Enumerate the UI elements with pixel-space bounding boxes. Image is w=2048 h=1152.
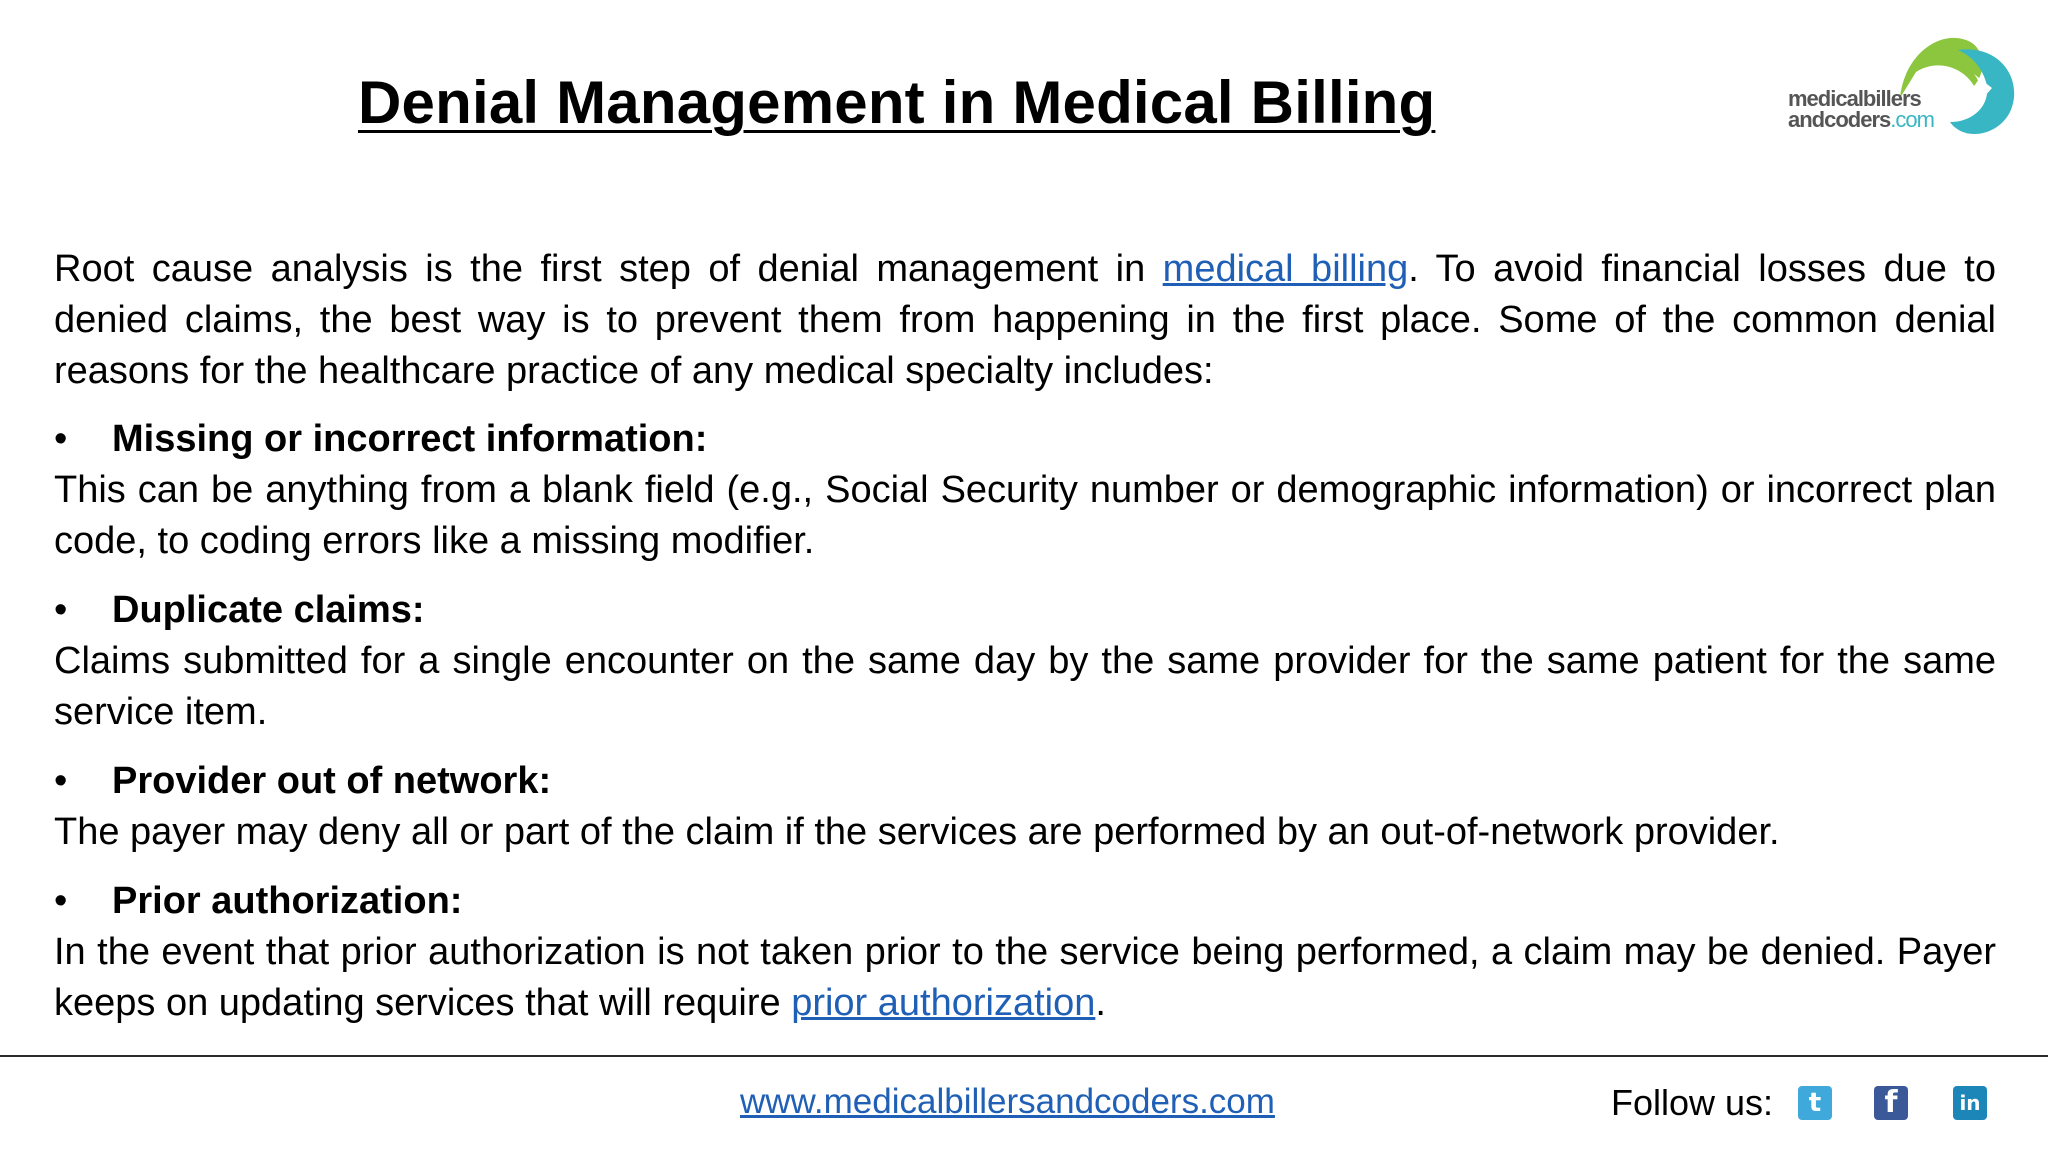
intro-text-after: . To avoid financial losses due to denied claims, the best way is to prevent them from happening in the first place. Some of the common denial reasons for the healthcare practice of any medical specialty includes:	[54, 248, 1996, 392]
intro-paragraph	[54, 244, 1996, 397]
medical-billing-link[interactable]: medical billing	[1162, 248, 1409, 290]
twitter-icon[interactable]: t	[1798, 1086, 1832, 1120]
linkedin-icon[interactable]: in	[1953, 1086, 1987, 1120]
section-heading	[54, 876, 1996, 927]
bullet-icon: •	[54, 418, 68, 460]
logo-wordmark	[1788, 88, 1934, 130]
logo-line-2: andcoders	[1788, 107, 1891, 132]
heading-text: Duplicate claims:	[112, 589, 425, 631]
section-text-before: In the event that prior authorization is not taken prior to the service being performed, a claim may be denied. Payer keeps on updating services that will require	[54, 931, 1996, 1024]
section-text: The payer may deny all or part of the claim if the services are performed by an out-of-network provider.	[54, 811, 1780, 853]
heading-text: Missing or incorrect information:	[112, 418, 708, 460]
footer-divider	[0, 1055, 2048, 1057]
bullet-icon: •	[54, 760, 68, 802]
heading-text: Prior authorization:	[112, 880, 463, 922]
follow-us-label: Follow us:	[1611, 1082, 1774, 1123]
bullet-icon: •	[54, 589, 68, 631]
page-title: Denial Management in Medical Billing	[358, 69, 1436, 136]
section-text-after: .	[1095, 982, 1106, 1024]
section-text: Claims submitted for a single encounter on the same day by the same provider for the same patient for the same service item.	[54, 640, 1996, 733]
section-heading	[54, 414, 1996, 465]
section-prior-authorization	[54, 876, 1996, 1029]
facebook-icon[interactable]: f	[1874, 1086, 1908, 1120]
section-duplicate-claims	[54, 585, 1996, 738]
company-logo[interactable]	[1788, 26, 2024, 146]
logo-suffix: .com	[1890, 107, 1934, 132]
section-text	[54, 927, 1996, 1029]
section-heading	[54, 585, 1996, 636]
logo-line-1: medicalbillers	[1788, 86, 1921, 111]
intro-text-before: Root cause analysis is the first step of denial management in	[54, 248, 1163, 290]
section-out-of-network	[54, 756, 1996, 858]
main-content	[54, 244, 1996, 1047]
section-heading	[54, 756, 1996, 807]
prior-authorization-link[interactable]: prior authorization	[791, 982, 1096, 1024]
heading-text: Provider out of network:	[112, 760, 552, 802]
bullet-icon: •	[54, 880, 68, 922]
section-missing-info	[54, 414, 1996, 567]
website-link[interactable]: www.medicalbillersandcoders.com	[740, 1082, 1275, 1121]
section-text: This can be anything from a blank field (e.g., Social Security number or demographic information) or incorrect plan code, to coding errors like a missing modifier.	[54, 469, 1996, 562]
